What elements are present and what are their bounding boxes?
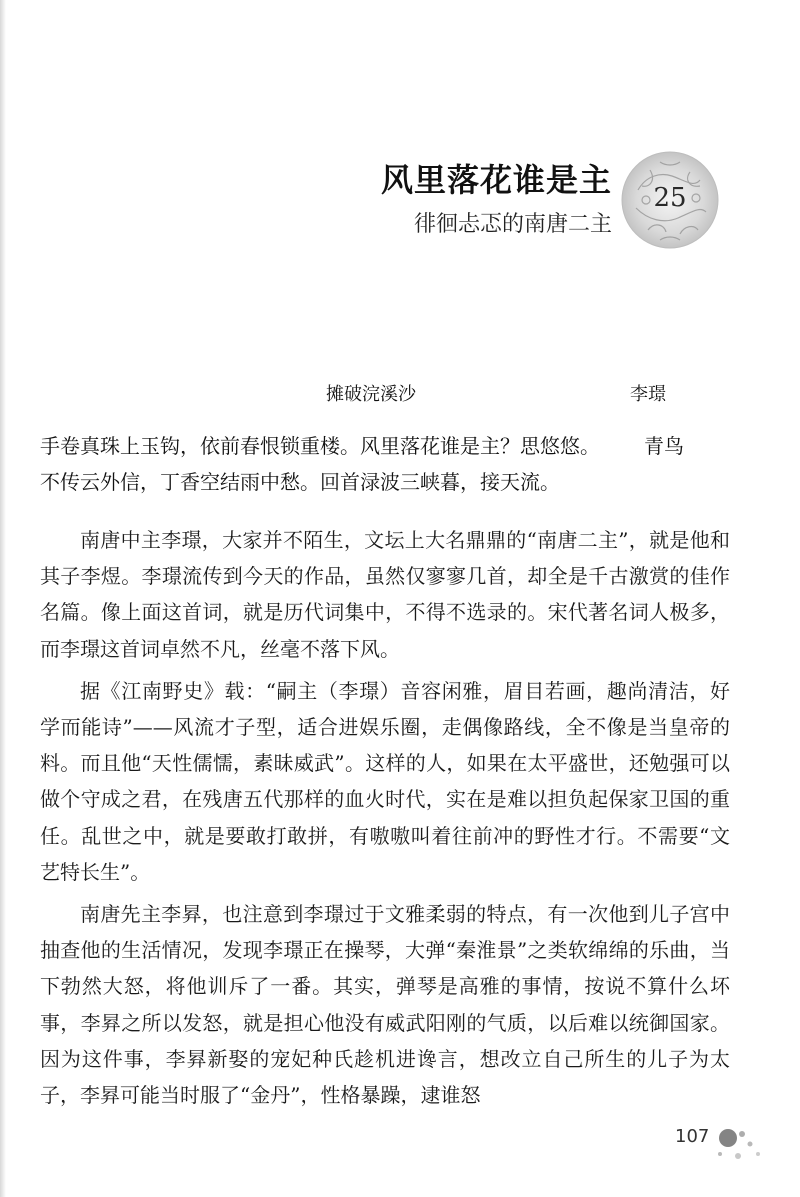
chapter-number: 25 xyxy=(653,183,687,213)
paragraph: 据《江南野史》载：“嗣主（李璟）音容闲雅，眉目若画，趣尚清洁，好学而能诗”——风流才子型，适合进娱乐圈，走偶像路线，全不像是当皇帝的料。而且他“天性儒懦，素昧威武”。这样的人，如果在太平盛世，还勉强可以做个守成之君，在残唐五代那样的血火时代，实在是难以担负起保家卫国的重任。乱世之中，就是要敢打敢拼，有嗷嗷叫着往前冲的野性才行。不需要“文艺特长生”。 xyxy=(40,678,730,884)
page-number: 107 xyxy=(675,1126,710,1147)
poem-line xyxy=(40,428,730,464)
poem-line-1b: 青鸟 xyxy=(644,434,684,458)
paragraph: 南唐中主李璟，大家并不陌生，文坛上大名鼎鼎的“南唐二主”，就是他和其子李煜。李璟流传到今天的作品，虽然仅寥寥几首，却全是千古激赏的佳作名篇。像上面这首词，就是历代词集中，不得不选录的。宋代著名词人极多，而李璟这首词卓然不凡，丝毫不落下风。 xyxy=(40,528,730,661)
ink-blot-decoration-icon xyxy=(712,1124,772,1164)
page-edge-shadow xyxy=(0,0,6,1197)
poem-author: 李璟 xyxy=(630,384,666,405)
chapter-subtitle: 徘徊忐忑的南唐二主 xyxy=(413,212,612,237)
poem-title: 摊破浣溪沙 xyxy=(326,384,416,405)
chapter-title: 风里落花谁是主 xyxy=(380,161,612,199)
poem-line-1a: 手卷真珠上玉钩，依前春恨锁重楼。风里落花谁是主？思悠悠。 xyxy=(40,434,600,458)
poem-line-2: 不传云外信，丁香空结雨中愁。回首渌波三峡暮，接天流。 xyxy=(40,470,560,494)
paragraph: 南唐先主李昪，也注意到李璟过于文雅柔弱的特点，有一次他到儿子宫中抽查他的生活情况，发现李璟正在操琴，大弹“秦淮景”之类软绵绵的乐曲，当下勃然大怒，将他训斥了一番。其实，弹琴是高雅的事情，按说不算什么坏事，李昪之所以发怒，就是担心他没有威武阳刚的气质，以后难以统御国家。因为这件事，李昪新娶的宠妃种氏趁机进谗言，想改立自己所生的儿子为太子，李昪可能当时服了“金丹”，性格暴躁，逮谁怒 xyxy=(40,902,730,1108)
body-text xyxy=(40,522,730,1119)
poem-text xyxy=(40,428,730,500)
